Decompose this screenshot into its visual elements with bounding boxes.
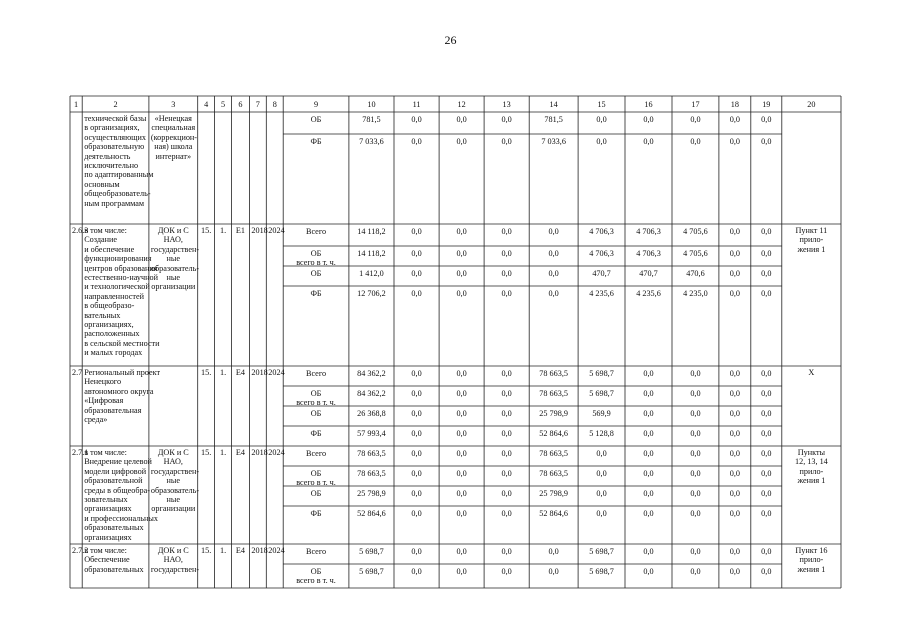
amount-cell: 4 706,3: [636, 249, 661, 258]
amount-cell: 0,0: [456, 227, 467, 236]
header-cell: 13: [502, 100, 511, 109]
cell-c1: 2.7.2: [72, 546, 89, 555]
funding-source: ФБ: [310, 509, 322, 518]
amount-cell: 781,5: [362, 115, 381, 124]
amount-cell: 0,0: [690, 567, 701, 576]
amount-cell: 470,6: [686, 269, 705, 278]
amount-cell: 0,0: [690, 409, 701, 418]
funding-source: ФБ: [310, 429, 322, 438]
amount-cell: 5 698,7: [589, 369, 614, 378]
amount-cell: 0,0: [690, 137, 701, 146]
funding-source: Всего: [305, 369, 327, 378]
amount-cell: 0,0: [729, 269, 740, 278]
amount-cell: 0,0: [501, 409, 512, 418]
cell-c20: Пункт 16 прило- жения 1: [795, 546, 828, 574]
cell-c20: Пункты 12, 13, 14 прило- жения 1: [795, 448, 828, 486]
amount-cell: 0,0: [456, 469, 467, 478]
amount-cell: 0,0: [411, 409, 422, 418]
amount-cell: 0,0: [729, 227, 740, 236]
amount-cell: 78 663,5: [539, 449, 568, 458]
cell-c7: 2018: [251, 546, 268, 555]
cell-c7: 2018: [251, 368, 268, 377]
cell-c3: «Ненецкая специальная (коррекцион- ная) школа интернат»: [150, 114, 198, 161]
amount-cell: 0,0: [456, 509, 467, 518]
cell-c4: 15.: [201, 226, 212, 235]
cell-c4: 15.: [201, 368, 212, 377]
amount-cell: 0,0: [411, 227, 422, 236]
amount-cell: 0,0: [411, 289, 422, 298]
cell-c3: ДОК и С НАО, государствен-: [150, 546, 200, 574]
cell-c8: 2024: [268, 448, 285, 457]
cell-c5: 1.: [219, 448, 227, 457]
header-cell: 19: [762, 100, 771, 109]
header-cell: 3: [171, 100, 176, 109]
amount-cell: 0,0: [643, 115, 654, 124]
amount-cell: 5 698,7: [359, 567, 384, 576]
amount-cell: 0,0: [411, 115, 422, 124]
amount-cell: 7 033,6: [541, 137, 566, 146]
funding-source: ОБ всего в т. ч.: [296, 389, 336, 408]
amount-cell: 52 864,6: [539, 429, 568, 438]
amount-cell: 4 235,6: [636, 289, 661, 298]
amount-cell: 0,0: [596, 469, 607, 478]
funding-source: ОБ: [310, 409, 322, 418]
amount-cell: 0,0: [643, 489, 654, 498]
amount-cell: 0,0: [643, 389, 654, 398]
amount-cell: 0,0: [761, 469, 772, 478]
amount-cell: 0,0: [729, 509, 740, 518]
amount-cell: 4 706,3: [589, 249, 614, 258]
funding-source: Всего: [305, 547, 327, 556]
amount-cell: 25 798,9: [357, 489, 386, 498]
amount-cell: 0,0: [643, 509, 654, 518]
amount-cell: 14 118,2: [357, 227, 386, 236]
amount-cell: 0,0: [501, 389, 512, 398]
amount-cell: 0,0: [761, 289, 772, 298]
header-cell: 10: [367, 100, 376, 109]
amount-cell: 0,0: [411, 449, 422, 458]
amount-cell: 0,0: [690, 369, 701, 378]
amount-cell: 5 698,7: [589, 547, 614, 556]
cell-c8: 2024: [268, 546, 285, 555]
amount-cell: 0,0: [501, 547, 512, 556]
amount-cell: 0,0: [456, 567, 467, 576]
amount-cell: 0,0: [761, 409, 772, 418]
amount-cell: 26 368,8: [357, 409, 386, 418]
header-cell: 4: [204, 100, 209, 109]
amount-cell: 4 235,6: [589, 289, 614, 298]
cell-c1: 2.7: [72, 368, 83, 377]
amount-cell: 0,0: [729, 469, 740, 478]
header-cell: 2: [113, 100, 118, 109]
amount-cell: 0,0: [690, 509, 701, 518]
header-cell: 14: [549, 100, 558, 109]
amount-cell: 0,0: [501, 567, 512, 576]
header-cell: 7: [255, 100, 260, 109]
amount-cell: 0,0: [548, 227, 559, 236]
cell-c2: Региональный проект Ненецкого автономного округа «Цифровая образовательная среда»: [84, 368, 161, 425]
funding-source: ОБ всего в т. ч.: [296, 249, 336, 268]
header-cell: 11: [412, 100, 421, 109]
amount-cell: 0,0: [501, 489, 512, 498]
cell-c8: 2024: [268, 226, 285, 235]
header-cell: 17: [691, 100, 700, 109]
amount-cell: 12 706,2: [357, 289, 386, 298]
cell-c2: в том числе: Внедрение целевой модели цифровой образовательной среды в общеобра- зовательных организациях и профессиональных образовательных организациях: [84, 448, 158, 542]
funding-source: Всего: [305, 449, 327, 458]
amount-cell: 0,0: [411, 269, 422, 278]
amount-cell: 0,0: [643, 469, 654, 478]
amount-cell: 0,0: [643, 409, 654, 418]
amount-cell: 0,0: [690, 489, 701, 498]
header-cell: 16: [644, 100, 653, 109]
funding-source: ОБ: [310, 115, 322, 124]
amount-cell: 1 412,0: [359, 269, 384, 278]
amount-cell: 470,7: [592, 269, 611, 278]
cell-c8: 2024: [268, 368, 285, 377]
amount-cell: 0,0: [411, 249, 422, 258]
amount-cell: 5 128,8: [589, 429, 614, 438]
amount-cell: 0,0: [456, 547, 467, 556]
amount-cell: 0,0: [411, 137, 422, 146]
amount-cell: 0,0: [761, 429, 772, 438]
amount-cell: 0,0: [501, 289, 512, 298]
amount-cell: 0,0: [643, 369, 654, 378]
amount-cell: 0,0: [411, 567, 422, 576]
amount-cell: 0,0: [596, 449, 607, 458]
amount-cell: 0,0: [501, 509, 512, 518]
amount-cell: 4 706,3: [636, 227, 661, 236]
amount-cell: 0,0: [501, 227, 512, 236]
cell-c7: 2018: [251, 448, 268, 457]
amount-cell: 0,0: [761, 489, 772, 498]
amount-cell: 0,0: [501, 369, 512, 378]
funding-source: ОБ: [310, 269, 322, 278]
amount-cell: 0,0: [761, 547, 772, 556]
amount-cell: 4 705,6: [683, 249, 708, 258]
cell-c6: E4: [235, 546, 245, 555]
amount-cell: 0,0: [729, 289, 740, 298]
amount-cell: 0,0: [548, 567, 559, 576]
amount-cell: 57 993,4: [357, 429, 386, 438]
amount-cell: 0,0: [501, 115, 512, 124]
cell-c6: E1: [235, 226, 245, 235]
amount-cell: 52 864,6: [357, 509, 386, 518]
page-number: 26: [444, 33, 457, 47]
header-cell: 6: [238, 100, 243, 109]
cell-c1: 2.6.3: [72, 226, 89, 235]
header-cell: 20: [807, 100, 816, 109]
amount-cell: 78 663,5: [539, 469, 568, 478]
amount-cell: 0,0: [729, 115, 740, 124]
amount-cell: 0,0: [411, 389, 422, 398]
amount-cell: 569,9: [592, 409, 611, 418]
amount-cell: 0,0: [643, 429, 654, 438]
amount-cell: 781,5: [544, 115, 563, 124]
header-cell: 5: [220, 100, 226, 109]
amount-cell: 78 663,5: [357, 449, 386, 458]
amount-cell: 0,0: [501, 269, 512, 278]
cell-c1: 2.7.1: [72, 448, 89, 457]
amount-cell: 4 705,6: [683, 227, 708, 236]
amount-cell: 0,0: [456, 449, 467, 458]
amount-cell: 0,0: [690, 429, 701, 438]
amount-cell: 0,0: [690, 547, 701, 556]
amount-cell: 0,0: [596, 115, 607, 124]
amount-cell: 4 235,0: [683, 289, 708, 298]
amount-cell: 0,0: [643, 137, 654, 146]
amount-cell: 0,0: [456, 289, 467, 298]
amount-cell: 52 864,6: [539, 509, 568, 518]
amount-cell: 0,0: [643, 547, 654, 556]
amount-cell: 0,0: [761, 227, 772, 236]
amount-cell: 0,0: [761, 249, 772, 258]
amount-cell: 0,0: [643, 449, 654, 458]
amount-cell: 0,0: [411, 509, 422, 518]
cell-c20: Х: [808, 368, 815, 377]
amount-cell: 0,0: [690, 449, 701, 458]
header-cell: 18: [730, 100, 739, 109]
amount-cell: 0,0: [548, 269, 559, 278]
amount-cell: 0,0: [548, 249, 559, 258]
cell-c5: 1.: [219, 368, 227, 377]
amount-cell: 0,0: [596, 137, 607, 146]
amount-cell: 0,0: [761, 137, 772, 146]
amount-cell: 5 698,7: [589, 567, 614, 576]
cell-c6: E4: [235, 368, 245, 377]
amount-cell: 0,0: [501, 249, 512, 258]
amount-cell: 0,0: [548, 547, 559, 556]
amount-cell: 0,0: [548, 289, 559, 298]
amount-cell: 0,0: [729, 429, 740, 438]
amount-cell: 0,0: [501, 137, 512, 146]
amount-cell: 0,0: [761, 567, 772, 576]
amount-cell: 0,0: [729, 249, 740, 258]
amount-cell: 0,0: [761, 509, 772, 518]
amount-cell: 0,0: [411, 469, 422, 478]
amount-cell: 25 798,9: [539, 409, 568, 418]
amount-cell: 0,0: [456, 429, 467, 438]
amount-cell: 0,0: [643, 567, 654, 576]
amount-cell: 0,0: [456, 489, 467, 498]
amount-cell: 0,0: [456, 269, 467, 278]
cell-c4: 15.: [201, 448, 212, 457]
amount-cell: 78 663,5: [539, 369, 568, 378]
amount-cell: 0,0: [456, 389, 467, 398]
funding-source: Всего: [305, 227, 327, 236]
amount-cell: 0,0: [690, 115, 701, 124]
amount-cell: 0,0: [729, 409, 740, 418]
amount-cell: 5 698,7: [359, 547, 384, 556]
amount-cell: 470,7: [639, 269, 658, 278]
budget-table: [70, 96, 841, 589]
header-cell: 12: [457, 100, 466, 109]
amount-cell: 0,0: [729, 489, 740, 498]
amount-cell: 84 362,2: [357, 389, 386, 398]
amount-cell: 0,0: [456, 369, 467, 378]
amount-cell: 4 706,3: [589, 227, 614, 236]
amount-cell: 0,0: [729, 547, 740, 556]
amount-cell: 7 033,6: [359, 137, 384, 146]
cell-c3: ДОК и С НАО, государствен- ные образователь- ные организации: [150, 448, 200, 514]
cell-c5: 1.: [219, 226, 227, 235]
amount-cell: 0,0: [456, 409, 467, 418]
amount-cell: 0,0: [761, 449, 772, 458]
amount-cell: 0,0: [761, 389, 772, 398]
amount-cell: 0,0: [690, 389, 701, 398]
funding-source: ОБ всего в т. ч.: [296, 567, 336, 586]
header-cell: 8: [272, 100, 277, 109]
amount-cell: 78 663,5: [357, 469, 386, 478]
cell-c6: E4: [235, 448, 245, 457]
funding-source: ФБ: [310, 137, 322, 146]
header-cell: 1: [74, 100, 79, 109]
amount-cell: 0,0: [729, 389, 740, 398]
amount-cell: 0,0: [501, 429, 512, 438]
funding-source: ОБ всего в т. ч.: [296, 469, 336, 488]
amount-cell: 0,0: [729, 449, 740, 458]
cell-c2: технической базы в организациях, осуществляющих образовательную деятельность исключительно по адаптированным основным общеобразователь- ным программам: [84, 114, 154, 208]
amount-cell: 0,0: [761, 269, 772, 278]
amount-cell: 0,0: [411, 429, 422, 438]
cell-c3: ДОК и С НАО, государствен- ные образователь- ные организации: [150, 226, 200, 292]
amount-cell: 0,0: [456, 137, 467, 146]
amount-cell: 0,0: [761, 115, 772, 124]
amount-cell: 0,0: [501, 449, 512, 458]
amount-cell: 0,0: [411, 489, 422, 498]
amount-cell: 0,0: [596, 489, 607, 498]
amount-cell: 0,0: [456, 115, 467, 124]
amount-cell: 0,0: [729, 369, 740, 378]
cell-c2: в том числе: Обеспечение образовательных: [84, 546, 144, 574]
amount-cell: 84 362,2: [357, 369, 386, 378]
cell-c2: в том числе: Создание и обеспечение функционирования центров образования естественно-научной и технологической направленностей в общеобразо- вательных организациях, расположенных в сельской местности и малых городах: [84, 226, 160, 358]
amount-cell: 0,0: [501, 469, 512, 478]
cell-c7: 2018: [251, 226, 268, 235]
amount-cell: 0,0: [761, 369, 772, 378]
amount-cell: 0,0: [411, 547, 422, 556]
amount-cell: 0,0: [690, 469, 701, 478]
amount-cell: 14 118,2: [357, 249, 386, 258]
cell-c20: Пункт 11 прило- жения 1: [795, 226, 828, 254]
amount-cell: 78 663,5: [539, 389, 568, 398]
amount-cell: 0,0: [411, 369, 422, 378]
funding-source: ФБ: [310, 289, 322, 298]
cell-c4: 15.: [201, 546, 212, 555]
header-cell: 15: [597, 100, 606, 109]
amount-cell: 25 798,9: [539, 489, 568, 498]
amount-cell: 5 698,7: [589, 389, 614, 398]
header-cell: 9: [313, 100, 319, 109]
amount-cell: 0,0: [729, 137, 740, 146]
amount-cell: 0,0: [456, 249, 467, 258]
funding-source: ОБ: [310, 489, 322, 498]
amount-cell: 0,0: [596, 509, 607, 518]
amount-cell: 0,0: [729, 567, 740, 576]
cell-c5: 1.: [219, 546, 227, 555]
